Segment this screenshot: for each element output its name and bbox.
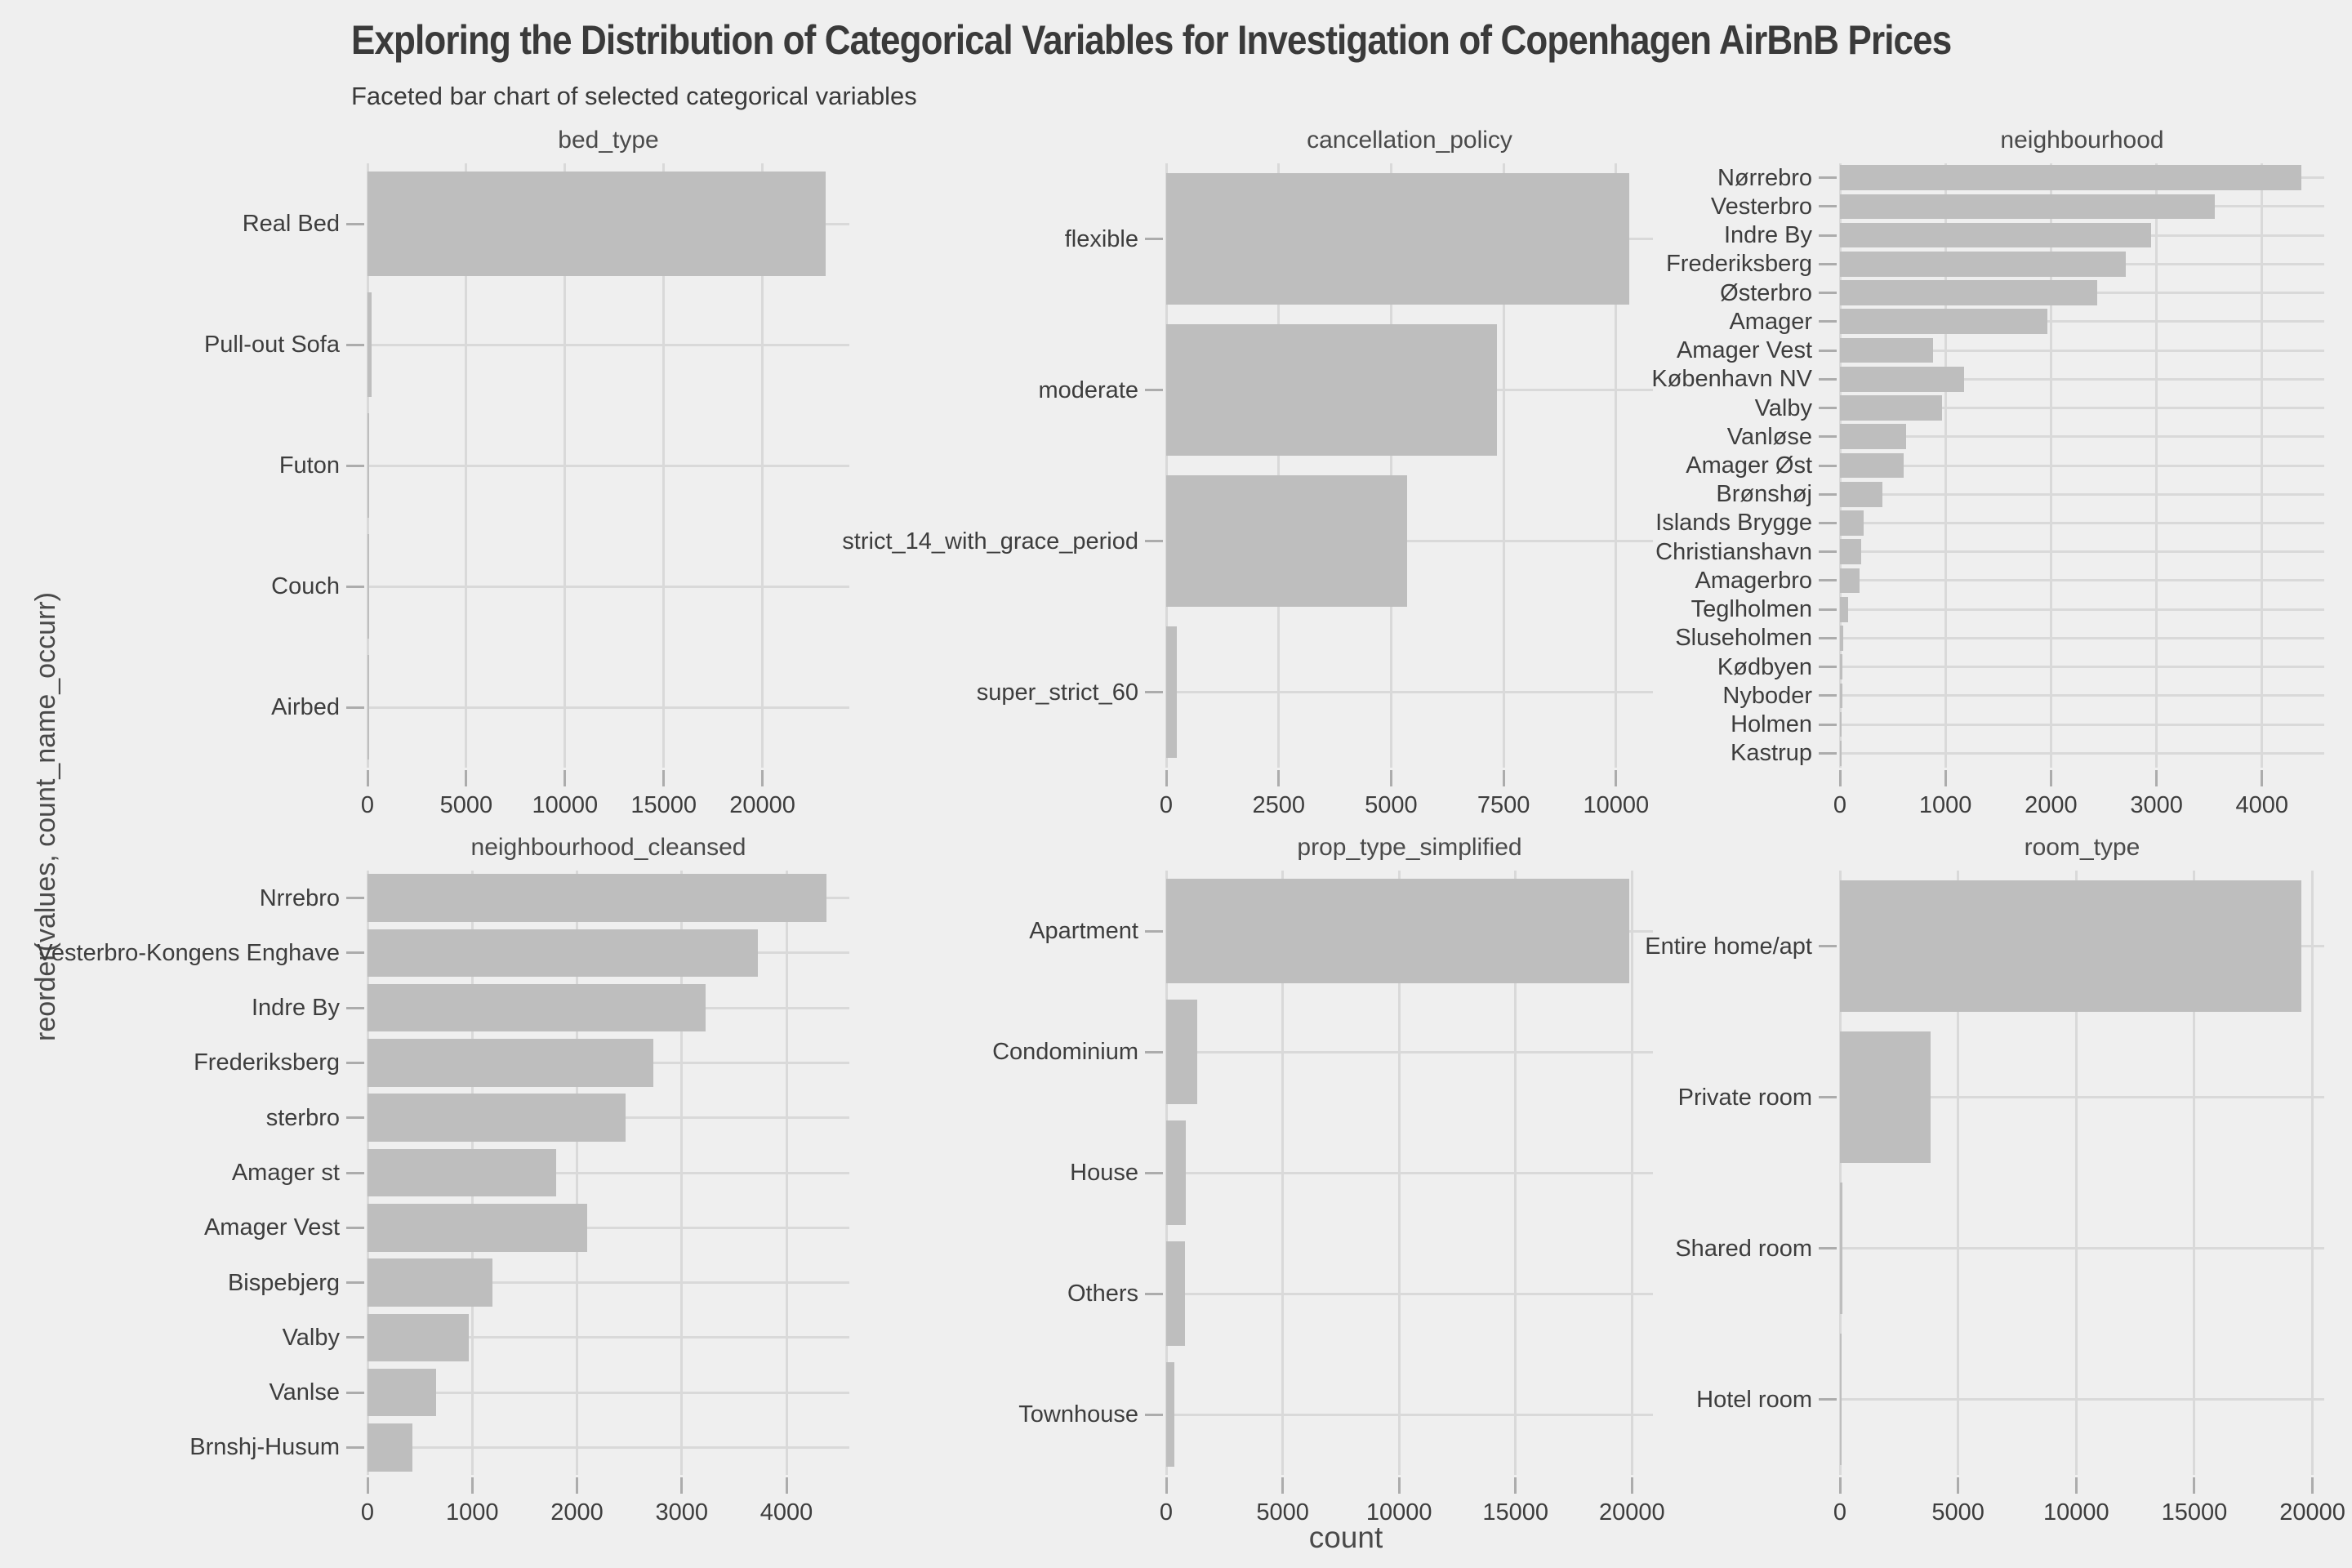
y-axis-tick — [346, 1392, 364, 1394]
gridline-h — [1840, 522, 2324, 524]
bar-Townhouse — [1166, 1362, 1174, 1468]
x-tick-label: 20000 — [2279, 1499, 2345, 1526]
bar-Valby — [1840, 395, 1942, 421]
bar-Futon — [368, 413, 369, 519]
category-label: Amager Vest — [1676, 337, 1812, 364]
category-label: Amager — [1729, 308, 1812, 335]
facet-strip: prop_type_simplified — [1297, 834, 1522, 861]
y-axis-tick — [1819, 320, 1837, 323]
x-axis-tick — [1281, 1477, 1284, 1494]
facet-room_type — [1645, 834, 2345, 1526]
y-axis-tick — [1819, 608, 1837, 611]
category-label: Østerbro — [1720, 279, 1812, 306]
bar-Others — [1166, 1241, 1185, 1347]
bar-Pull-out Sofa — [368, 292, 372, 398]
gridline-v — [2311, 871, 2314, 1475]
y-axis-tick — [1145, 1051, 1163, 1054]
bar-super_strict_60 — [1166, 626, 1177, 758]
facet-strip: cancellation_policy — [1307, 127, 1512, 154]
bar-Nrrebro — [368, 874, 826, 922]
bar-moderate — [1166, 324, 1497, 456]
x-tick-label: 0 — [1833, 1499, 1847, 1526]
y-axis-tick — [346, 1227, 364, 1229]
x-tick-label: 3000 — [655, 1499, 709, 1526]
category-label: Futon — [278, 452, 340, 479]
y-axis-tick — [1819, 378, 1837, 381]
y-axis-title: reorder(values, count_name_occurr) — [30, 592, 61, 1041]
category-label: Shared room — [1675, 1235, 1812, 1262]
y-axis-tick — [346, 706, 364, 709]
facet-neighbourhood_cleansed — [37, 834, 849, 1526]
category-label: flexible — [1064, 225, 1138, 252]
bar-sterbro — [368, 1094, 626, 1142]
x-tick-label: 3000 — [2130, 792, 2183, 818]
y-axis-tick — [1819, 350, 1837, 352]
gridline-h — [1166, 1414, 1653, 1416]
gridline-h — [1840, 1398, 2324, 1401]
y-axis-tick — [1145, 389, 1163, 391]
bar-Østerbro — [1840, 280, 2097, 305]
y-axis-tick — [1819, 435, 1837, 438]
x-axis-tick — [564, 770, 566, 786]
gridline-h — [368, 1446, 849, 1449]
bar-Condominium — [1166, 1000, 1197, 1105]
gridline-h — [1840, 694, 2324, 697]
gridline-h — [1840, 637, 2324, 639]
y-axis-tick — [1819, 263, 1837, 265]
x-axis-tick — [576, 1477, 578, 1494]
x-tick-label: 5000 — [439, 792, 493, 818]
x-axis-tick — [367, 1477, 369, 1494]
x-axis-tick — [1165, 1477, 1168, 1494]
y-axis-tick — [1145, 1172, 1163, 1174]
y-axis-tick — [346, 1172, 364, 1174]
bar-Valby — [368, 1314, 469, 1362]
x-axis-tick — [2075, 1477, 2078, 1494]
y-axis-tick — [1819, 550, 1837, 553]
y-axis-tick — [1819, 1096, 1837, 1098]
x-axis-tick — [2261, 770, 2263, 786]
category-label: Amager st — [231, 1160, 340, 1186]
facet-strip: room_type — [2024, 834, 2140, 861]
category-label: Brnshj-Husum — [189, 1434, 340, 1461]
x-axis-tick — [2050, 770, 2052, 786]
gridline-h — [1840, 608, 2324, 611]
category-label: Holmen — [1731, 711, 1812, 738]
bar-Vanlse — [368, 1369, 436, 1417]
x-tick-label: 10000 — [2042, 1499, 2109, 1526]
category-label: Condominium — [992, 1039, 1138, 1065]
bar-Indre By — [1840, 223, 2151, 248]
x-tick-label: 20000 — [1599, 1499, 1665, 1526]
category-label: København NV — [1651, 366, 1812, 393]
x-axis-tick — [1957, 1477, 1959, 1494]
bar-Frederiksberg — [368, 1039, 653, 1087]
gridline-h — [1840, 493, 2324, 496]
bar-Amager — [1840, 309, 2047, 334]
x-tick-label: 7500 — [1477, 792, 1530, 818]
gridline-h — [368, 706, 849, 709]
category-label: super_strict_60 — [976, 679, 1138, 706]
x-axis-tick — [1390, 770, 1392, 786]
x-axis-tick — [1839, 1477, 1842, 1494]
y-axis-tick — [1819, 205, 1837, 207]
x-axis-tick — [1631, 1477, 1633, 1494]
category-label: Christianshavn — [1655, 538, 1812, 565]
bar-Teglholmen — [1840, 597, 1848, 622]
x-tick-label: 1000 — [445, 1499, 499, 1526]
x-tick-label: 2500 — [1252, 792, 1305, 818]
x-tick-label: 10000 — [1365, 1499, 1432, 1526]
x-tick-label: 0 — [360, 1499, 375, 1526]
y-axis-tick — [1145, 930, 1163, 933]
category-label: Nyboder — [1722, 682, 1812, 709]
bar-Bispebjerg — [368, 1258, 492, 1307]
y-axis-tick — [346, 344, 364, 346]
bar-Brønshøj — [1840, 482, 1882, 507]
y-axis-tick — [1819, 176, 1837, 179]
x-axis-tick — [471, 1477, 474, 1494]
y-axis-tick — [346, 1062, 364, 1064]
bar-Frederiksberg — [1840, 252, 2126, 277]
plot-subtitle: Faceted bar chart of selected categorical variables — [351, 82, 917, 110]
bar-Holmen — [1840, 712, 1842, 737]
category-label: Valby — [282, 1324, 340, 1351]
y-axis-tick — [1819, 234, 1837, 237]
bar-Amager Øst — [1840, 453, 1904, 479]
bar-Islands Brygge — [1840, 510, 1864, 536]
bar-Christianshavn — [1840, 539, 1861, 564]
category-label: Teglholmen — [1690, 596, 1812, 623]
x-tick-label: 0 — [1833, 792, 1847, 818]
y-axis-tick — [346, 951, 364, 954]
x-tick-label: 4000 — [2235, 792, 2289, 818]
bar-Entire home/apt — [1840, 880, 2301, 1012]
x-tick-label: 1000 — [1918, 792, 1972, 818]
x-axis-tick — [2193, 1477, 2195, 1494]
category-label: Islands Brygge — [1655, 510, 1812, 537]
x-axis-tick — [761, 770, 764, 786]
bar-Hotel room — [1840, 1334, 1842, 1465]
category-label: Real Bed — [242, 211, 340, 237]
gridline-h — [368, 344, 849, 346]
bar-House — [1166, 1120, 1186, 1226]
y-axis-tick — [346, 1007, 364, 1009]
gridline-h — [1840, 435, 2324, 438]
category-label: Indre By — [252, 995, 340, 1022]
facet-bed_type — [203, 127, 849, 818]
y-axis-tick — [346, 465, 364, 467]
x-axis-tick — [662, 770, 665, 786]
category-label: Couch — [271, 573, 340, 599]
category-label: Others — [1067, 1281, 1138, 1307]
y-axis-tick — [346, 223, 364, 225]
category-label: Airbed — [271, 694, 340, 720]
category-label: House — [1070, 1160, 1138, 1186]
x-tick-label: 0 — [1159, 792, 1174, 818]
x-tick-label: 5000 — [1256, 1499, 1309, 1526]
x-tick-label: 2000 — [550, 1499, 604, 1526]
y-axis-tick — [1819, 493, 1837, 496]
x-axis-tick — [1277, 770, 1280, 786]
category-label: Kødbyen — [1717, 653, 1812, 680]
category-label: Vesterbro — [1710, 193, 1812, 220]
bar-Private room — [1840, 1031, 1931, 1163]
bar-Amager st — [368, 1149, 556, 1197]
y-axis-tick — [1819, 752, 1837, 755]
x-axis-tick — [1615, 770, 1617, 786]
bar-Kastrup — [1840, 741, 1842, 766]
y-axis-tick — [1819, 724, 1837, 726]
x-axis-tick — [367, 770, 369, 786]
x-axis-title: count — [1308, 1521, 1383, 1554]
category-label: Vanløse — [1726, 423, 1812, 450]
y-axis-tick — [346, 1116, 364, 1119]
y-axis-tick — [346, 586, 364, 588]
gridline-h — [368, 465, 849, 467]
plot-title: Exploring the Distribution of Categorical Variables for Investigation of Copenhagen AirBnB Prices — [351, 17, 1952, 63]
y-axis-tick — [346, 897, 364, 899]
x-axis-tick — [1165, 770, 1168, 786]
bar-Amager Vest — [1840, 338, 1933, 363]
y-axis-tick — [1819, 1247, 1837, 1250]
y-axis-tick — [1819, 579, 1837, 581]
category-label: Private room — [1677, 1084, 1812, 1111]
gridline-h — [1840, 752, 2324, 755]
category-label: Kastrup — [1731, 740, 1812, 767]
x-tick-label: 4000 — [760, 1499, 813, 1526]
gridline-h — [368, 586, 849, 588]
y-axis-tick — [346, 1446, 364, 1449]
x-axis-tick — [1398, 1477, 1401, 1494]
gridline-h — [1840, 550, 2324, 553]
x-axis-tick — [2311, 1477, 2314, 1494]
category-label: Amagerbro — [1695, 567, 1812, 594]
gridline-h — [1840, 465, 2324, 467]
y-axis-tick — [1819, 637, 1837, 639]
y-axis-tick — [1819, 666, 1837, 668]
x-axis-tick — [1944, 770, 1947, 786]
x-tick-label: 15000 — [630, 792, 697, 818]
y-axis-tick — [1819, 522, 1837, 524]
facet-prop_type_simplified — [992, 834, 1665, 1526]
gridline-h — [1166, 1172, 1653, 1174]
x-tick-label: 10000 — [1583, 792, 1650, 818]
category-label: Vanlse — [269, 1379, 340, 1406]
gridline-h — [1166, 1051, 1653, 1054]
category-label: Entire home/apt — [1645, 933, 1812, 960]
bar-Vesterbro — [1840, 194, 2215, 220]
category-label: Amager Vest — [203, 1214, 340, 1241]
category-label: Sluseholmen — [1675, 625, 1812, 652]
bar-Vanløse — [1840, 424, 1906, 449]
x-tick-label: 15000 — [1482, 1499, 1549, 1526]
category-label: Bispebjerg — [227, 1269, 340, 1296]
bar-Vesterbro-Kongens Enghave — [368, 929, 758, 978]
y-axis-tick — [346, 1281, 364, 1284]
bar-Apartment — [1166, 879, 1629, 984]
facet-neighbourhood — [1651, 127, 2324, 818]
bar-Shared room — [1840, 1183, 1842, 1314]
x-axis-tick — [786, 1477, 788, 1494]
gridline-h — [1840, 579, 2324, 581]
bar-Nyboder — [1840, 684, 1842, 709]
y-axis-tick — [1145, 691, 1163, 693]
x-tick-label: 0 — [360, 792, 375, 818]
bar-Kødbyen — [1840, 654, 1842, 679]
y-axis-tick — [1145, 1293, 1163, 1295]
y-axis-tick — [1145, 540, 1163, 542]
y-axis-tick — [1819, 465, 1837, 467]
y-axis-tick — [1819, 945, 1837, 947]
x-axis-tick — [465, 770, 467, 786]
x-tick-label: 5000 — [1931, 1499, 1984, 1526]
category-label: moderate — [1038, 376, 1138, 403]
bar-København NV — [1840, 367, 1964, 392]
bar-Nørrebro — [1840, 165, 2301, 190]
y-axis-tick — [1145, 1414, 1163, 1416]
gridline-h — [1166, 1293, 1653, 1295]
y-axis-tick — [1819, 292, 1837, 294]
gridline-h — [1840, 666, 2324, 668]
category-label: strict_14_with_grace_period — [842, 528, 1138, 555]
category-label: Nrrebro — [259, 884, 340, 911]
x-tick-label: 5000 — [1365, 792, 1418, 818]
x-axis-tick — [680, 1477, 683, 1494]
bar-Airbed — [368, 655, 369, 760]
bar-strict_14_with_grace_period — [1166, 475, 1407, 607]
facet-strip: bed_type — [558, 127, 659, 154]
category-label: Frederiksberg — [1666, 251, 1812, 278]
facet-strip: neighbourhood_cleansed — [470, 834, 746, 861]
gridline-h — [368, 1392, 849, 1394]
x-axis-tick — [2155, 770, 2158, 786]
x-tick-label: 15000 — [2161, 1499, 2228, 1526]
category-label: Valby — [1754, 394, 1812, 421]
gridline-h — [1840, 724, 2324, 726]
y-axis-tick — [1819, 1398, 1837, 1401]
category-label: Indre By — [1724, 222, 1812, 249]
y-axis-tick — [1819, 407, 1837, 409]
category-label: Hotel room — [1696, 1386, 1812, 1413]
category-label: Townhouse — [1018, 1401, 1138, 1428]
y-axis-tick — [1145, 238, 1163, 240]
x-axis-tick — [1514, 1477, 1517, 1494]
facet-strip: neighbourhood — [2000, 127, 2164, 154]
x-tick-label: 10000 — [532, 792, 599, 818]
category-label: Brønshøj — [1716, 481, 1812, 508]
y-axis-tick — [346, 1336, 364, 1339]
category-label: sterbro — [265, 1104, 340, 1131]
category-label: Apartment — [1029, 918, 1138, 944]
x-axis-tick — [1503, 770, 1505, 786]
x-tick-label: 0 — [1159, 1499, 1174, 1526]
bar-Amager Vest — [368, 1204, 587, 1252]
category-label: Vesterbro-Kongens Enghave — [37, 939, 340, 966]
bar-Real Bed — [368, 172, 826, 277]
y-axis-tick — [1819, 694, 1837, 697]
category-label: Frederiksberg — [194, 1049, 340, 1076]
category-label: Pull-out Sofa — [203, 332, 340, 358]
x-tick-label: 20000 — [729, 792, 795, 818]
bar-Amagerbro — [1840, 568, 1860, 594]
bar-Sluseholmen — [1840, 626, 1843, 651]
x-tick-label: 2000 — [2025, 792, 2078, 818]
bar-Indre By — [368, 984, 706, 1032]
category-label: Amager Øst — [1686, 452, 1812, 479]
x-axis-tick — [1839, 770, 1842, 786]
bar-Couch — [368, 534, 369, 639]
bar-Brnshj-Husum — [368, 1423, 412, 1472]
category-label: Nørrebro — [1717, 164, 1812, 191]
gridline-h — [1840, 1247, 2324, 1250]
